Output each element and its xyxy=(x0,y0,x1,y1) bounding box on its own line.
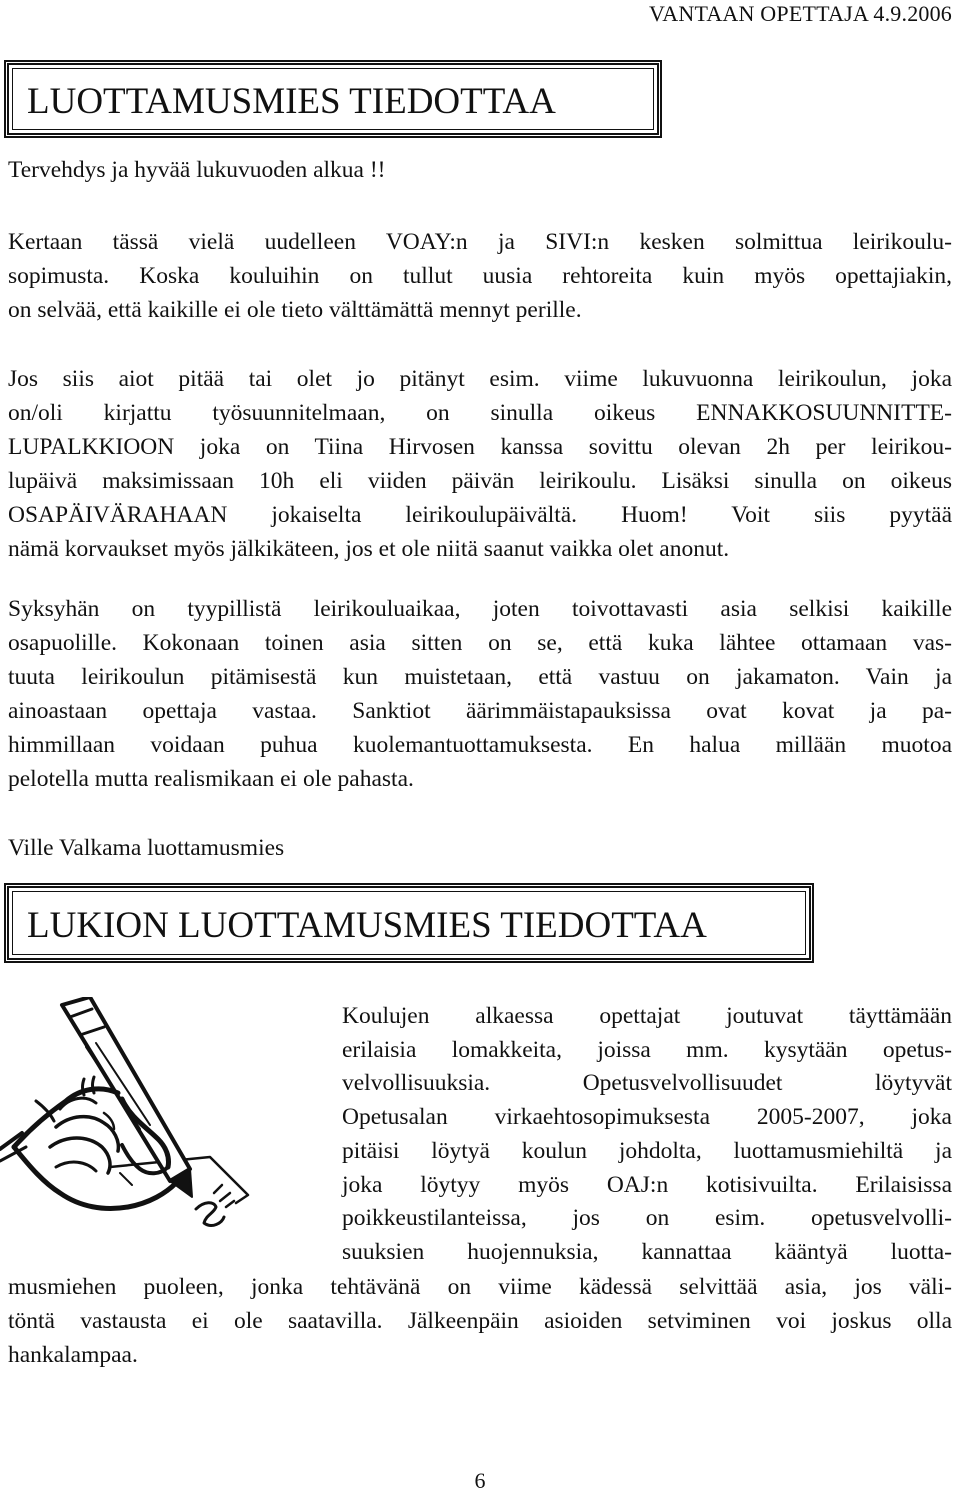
text-line: töntä vastausta ei ole saatavilla. Jälkeenpäin asioiden setviminen voi joskus olla xyxy=(8,1308,952,1334)
text-line: hankalampaa. xyxy=(8,1342,138,1368)
paragraph-compensation xyxy=(8,362,952,566)
hand-writing-with-pen-icon xyxy=(0,997,320,1237)
text-line: Opetusalan virkaehtosopimuksesta 2005-2007, joka xyxy=(342,1104,952,1131)
publication-header: VANTAAN OPETTAJA 4.9.2006 xyxy=(649,1,952,26)
text-line: suuksien huojennuksia, kannattaa kääntyä luotta- xyxy=(342,1238,952,1265)
section-title: LUOTTAMUSMIES TIEDOTTAA xyxy=(27,81,556,122)
paragraph-teaching-duty xyxy=(342,1000,952,1270)
text-line: tuuta leirikoulun pitämisestä kun muistetaan, että vastuu on jakamaton. Vain ja xyxy=(8,664,952,690)
text-line: Jos siis aiot pitää tai olet jo pitänyt esim. viime lukuvuonna leirikoulun, joka xyxy=(8,366,952,392)
text-line: pelotella mutta realismikaan ei ole pahasta. xyxy=(8,766,414,792)
text-line: Ville Valkama luottamusmies xyxy=(8,835,285,861)
text-line: on/oli kirjattu työsuunnitelmaan, on sinulla oikeus ENNAKKOSUUNNITTE- xyxy=(8,400,952,426)
text-line: joka löytyy myös OAJ:n kotisivuilta. Erilaisissa xyxy=(342,1171,952,1198)
text-line: LUPALKKIOON joka on Tiina Hirvosen kanssa sovittu olevan 2h per leirikou- xyxy=(8,434,952,460)
greeting xyxy=(8,153,952,187)
paragraph-intro xyxy=(8,225,952,327)
section-title: LUKION LUOTTAMUSMIES TIEDOTTAA xyxy=(27,905,707,946)
text-line: erilaisia lomakkeita, joissa mm. kysytään opetus- xyxy=(342,1036,952,1063)
text-line: poikkeustilanteissa, jos on esim. opetusvelvolli- xyxy=(342,1205,952,1232)
text-line: pitäisi löytyä koulun johdolta, luottamusmiehiltä ja xyxy=(342,1137,952,1164)
text-line: OSAPÄIVÄRAHAAN jokaiselta leirikoulupäivältä. Huom! Voit siis pyytää xyxy=(8,502,952,528)
text-line: sopimusta. Koska kouluihin on tullut uusia rehtoreita kuin myös opettajiakin, xyxy=(8,263,952,289)
paragraph-responsibility xyxy=(8,592,952,796)
text-line: Kertaan tässä vielä uudelleen VOAY:n ja SIVI:n kesken solmittua leirikoulu- xyxy=(8,229,952,255)
text-line: Koulujen alkaessa opettajat joutuvat täyttämään xyxy=(342,1003,952,1029)
text-line: velvollisuuksia. Opetusvelvollisuudet löytyvät xyxy=(342,1070,952,1097)
text-line: ainoastaan opettaja vastaa. Sanktiot äärimmäistapauksissa ovat kovat ja pa- xyxy=(8,698,952,724)
text-line: osapuolille. Kokonaan toinen asia sitten on se, että kuka lähtee ottamaan vas- xyxy=(8,630,952,656)
signature xyxy=(8,831,952,865)
text-line: nämä korvaukset myös jälkikäteen, jos et ole niitä saanut vaikka olet anonut. xyxy=(8,536,730,562)
section-title-box xyxy=(4,60,662,138)
text-line: himmillaan voidaan puhua kuolemantuottamuksesta. En halua millään muotoa xyxy=(8,732,952,758)
page-number: 6 xyxy=(474,1468,486,1493)
text-line: musmiehen puoleen, jonka tehtävänä on viime kädessä selvittää asia, jos väli- xyxy=(8,1274,952,1300)
text-line: on selvää, että kaikille ei ole tieto välttämättä mennyt perille. xyxy=(8,297,582,323)
section-title-box xyxy=(4,883,814,963)
text-line: lupäivä maksimissaan 10h eli viiden päivän leirikoulu. Lisäksi sinulla on oikeus xyxy=(8,468,952,494)
text-line: Syksyhän on tyypillistä leirikouluaikaa, joten toivottavasti asia selkisi kaikille xyxy=(8,596,952,622)
text-line: Tervehdys ja hyvää lukuvuoden alkua !! xyxy=(8,157,386,183)
paragraph-teaching-duty-continued xyxy=(8,1270,952,1372)
